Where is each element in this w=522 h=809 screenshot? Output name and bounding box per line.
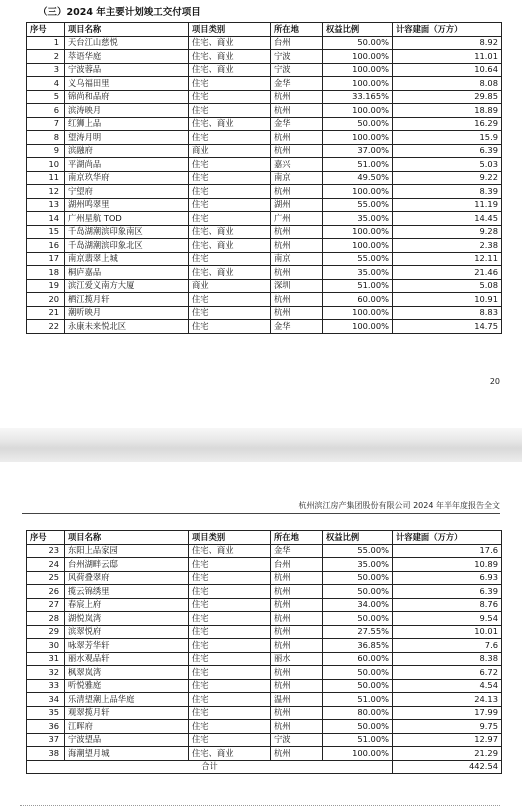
row-equity-ratio: 50.00%	[323, 612, 393, 626]
row-equity-ratio: 100.00%	[323, 50, 393, 64]
row-floor-area: 8.76	[393, 598, 502, 612]
row-seq: 16	[27, 239, 65, 253]
table-row	[27, 720, 502, 734]
row-equity-ratio: 51.00%	[323, 733, 393, 747]
row-equity-ratio: 27.55%	[323, 625, 393, 639]
row-project-name: 风荷叠翠府	[65, 571, 189, 585]
row-floor-area: 14.75	[393, 320, 502, 334]
row-project-name: 滨融府	[65, 144, 189, 158]
row-location: 丽水	[271, 652, 323, 666]
row-equity-ratio: 37.00%	[323, 144, 393, 158]
header-equity-ratio: 权益比例	[323, 531, 393, 545]
row-floor-area: 2.38	[393, 239, 502, 253]
row-floor-area: 15.9	[393, 131, 502, 145]
row-project-name: 江晖府	[65, 720, 189, 734]
row-seq: 31	[27, 652, 65, 666]
row-equity-ratio: 51.00%	[323, 158, 393, 172]
row-project-name: 观翠揽月轩	[65, 706, 189, 720]
table-row	[27, 198, 502, 212]
row-seq: 33	[27, 679, 65, 693]
row-location: 台州	[271, 558, 323, 572]
row-floor-area: 9.28	[393, 225, 502, 239]
row-seq: 15	[27, 225, 65, 239]
row-location: 杭州	[271, 571, 323, 585]
row-equity-ratio: 49.50%	[323, 171, 393, 185]
row-seq: 23	[27, 544, 65, 558]
row-equity-ratio: 33.165%	[323, 90, 393, 104]
row-project-name: 滨涛映月	[65, 104, 189, 118]
row-project-name: 咏翠芳华轩	[65, 639, 189, 653]
table-row	[27, 266, 502, 280]
row-project-name: 宁波望品	[65, 733, 189, 747]
row-floor-area: 9.54	[393, 612, 502, 626]
row-seq: 26	[27, 585, 65, 599]
row-project-type: 住宅	[189, 571, 271, 585]
table-row	[27, 585, 502, 599]
row-floor-area: 10.64	[393, 63, 502, 77]
table-row	[27, 652, 502, 666]
row-project-name: 宁望府	[65, 185, 189, 199]
row-project-type: 商业	[189, 144, 271, 158]
row-project-type: 住宅	[189, 171, 271, 185]
table-row	[27, 252, 502, 266]
row-project-type: 住宅、商业	[189, 225, 271, 239]
header-project-name: 项目名称	[65, 23, 189, 37]
row-location: 杭州	[271, 585, 323, 599]
row-seq: 20	[27, 293, 65, 307]
table-row	[27, 693, 502, 707]
total-label: 合计	[27, 760, 393, 774]
table-row	[27, 131, 502, 145]
table-row	[27, 77, 502, 91]
row-seq: 38	[27, 747, 65, 761]
row-floor-area: 8.39	[393, 185, 502, 199]
row-location: 杭州	[271, 239, 323, 253]
table-row	[27, 666, 502, 680]
row-location: 广州	[271, 212, 323, 226]
row-project-type: 住宅	[189, 652, 271, 666]
row-floor-area: 10.91	[393, 293, 502, 307]
row-seq: 1	[27, 36, 65, 50]
row-location: 金华	[271, 320, 323, 334]
row-equity-ratio: 100.00%	[323, 131, 393, 145]
table-body-part1	[27, 36, 502, 333]
row-location: 杭州	[271, 666, 323, 680]
row-project-name: 萃语华庭	[65, 50, 189, 64]
row-seq: 17	[27, 252, 65, 266]
header-project-type: 项目类别	[189, 23, 271, 37]
row-equity-ratio: 100.00%	[323, 185, 393, 199]
total-value: 442.54	[393, 760, 502, 774]
header-floor-area: 计容建面（万方）	[393, 23, 502, 37]
row-equity-ratio: 80.00%	[323, 706, 393, 720]
table-row	[27, 212, 502, 226]
row-equity-ratio: 50.00%	[323, 585, 393, 599]
header-project-type: 项目类别	[189, 531, 271, 545]
row-location: 杭州	[271, 131, 323, 145]
row-project-type: 住宅、商业	[189, 50, 271, 64]
row-project-name: 揽云锦绣里	[65, 585, 189, 599]
row-floor-area: 21.29	[393, 747, 502, 761]
row-location: 杭州	[271, 720, 323, 734]
row-location: 杭州	[271, 144, 323, 158]
table-row	[27, 733, 502, 747]
table-row	[27, 747, 502, 761]
row-project-name: 天台江山慈悦	[65, 36, 189, 50]
table-row	[27, 144, 502, 158]
row-floor-area: 6.39	[393, 144, 502, 158]
row-seq: 30	[27, 639, 65, 653]
row-location: 杭州	[271, 639, 323, 653]
row-project-name: 千岛湖潮滨印象南区	[65, 225, 189, 239]
row-project-name: 潮听映月	[65, 306, 189, 320]
row-equity-ratio: 36.85%	[323, 639, 393, 653]
table-row	[27, 598, 502, 612]
table-row	[27, 612, 502, 626]
row-equity-ratio: 100.00%	[323, 320, 393, 334]
row-location: 金华	[271, 117, 323, 131]
row-seq: 3	[27, 63, 65, 77]
row-project-name: 滨江爱义南方大厦	[65, 279, 189, 293]
row-seq: 10	[27, 158, 65, 172]
report-page-21	[0, 462, 522, 809]
row-floor-area: 24.13	[393, 693, 502, 707]
row-location: 杭州	[271, 266, 323, 280]
row-equity-ratio: 100.00%	[323, 239, 393, 253]
row-seq: 29	[27, 625, 65, 639]
row-seq: 36	[27, 720, 65, 734]
row-equity-ratio: 34.00%	[323, 598, 393, 612]
table-header-row	[27, 23, 502, 37]
row-equity-ratio: 35.00%	[323, 212, 393, 226]
header-location: 所在地	[271, 531, 323, 545]
row-floor-area: 9.22	[393, 171, 502, 185]
row-equity-ratio: 50.00%	[323, 666, 393, 680]
header-rule	[22, 513, 500, 514]
table-row	[27, 679, 502, 693]
row-seq: 18	[27, 266, 65, 280]
row-location: 杭州	[271, 679, 323, 693]
row-project-type: 住宅、商业	[189, 544, 271, 558]
header-seq: 序号	[27, 531, 65, 545]
row-project-type: 住宅	[189, 90, 271, 104]
table-total-row	[27, 760, 502, 774]
row-floor-area: 18.89	[393, 104, 502, 118]
row-project-type: 住宅	[189, 666, 271, 680]
row-project-type: 住宅	[189, 77, 271, 91]
row-seq: 28	[27, 612, 65, 626]
row-floor-area: 11.19	[393, 198, 502, 212]
row-location: 南京	[271, 252, 323, 266]
row-project-name: 滨翠悦府	[65, 625, 189, 639]
row-project-type: 住宅、商业	[189, 63, 271, 77]
row-floor-area: 11.01	[393, 50, 502, 64]
page-break-gap	[0, 428, 522, 462]
row-equity-ratio: 50.00%	[323, 679, 393, 693]
row-project-type: 住宅	[189, 252, 271, 266]
row-location: 宁波	[271, 733, 323, 747]
row-location: 杭州	[271, 612, 323, 626]
row-equity-ratio: 50.00%	[323, 36, 393, 50]
table-row	[27, 279, 502, 293]
row-location: 台州	[271, 36, 323, 50]
row-project-name: 永康未来悦北区	[65, 320, 189, 334]
row-location: 湖州	[271, 198, 323, 212]
row-location: 杭州	[271, 104, 323, 118]
table-row	[27, 293, 502, 307]
table-row	[27, 104, 502, 118]
table-row	[27, 320, 502, 334]
row-equity-ratio: 55.00%	[323, 544, 393, 558]
row-floor-area: 29.85	[393, 90, 502, 104]
row-location: 嘉兴	[271, 158, 323, 172]
row-seq: 37	[27, 733, 65, 747]
row-seq: 6	[27, 104, 65, 118]
row-location: 杭州	[271, 185, 323, 199]
row-project-type: 住宅	[189, 198, 271, 212]
header-equity-ratio: 权益比例	[323, 23, 393, 37]
row-project-type: 住宅	[189, 679, 271, 693]
table-row	[27, 571, 502, 585]
row-project-name: 乐清望潮上品华庭	[65, 693, 189, 707]
row-project-name: 望涛月明	[65, 131, 189, 145]
row-location: 杭州	[271, 598, 323, 612]
header-project-name: 项目名称	[65, 531, 189, 545]
row-floor-area: 7.6	[393, 639, 502, 653]
row-equity-ratio: 100.00%	[323, 63, 393, 77]
row-location: 宁波	[271, 50, 323, 64]
row-floor-area: 12.97	[393, 733, 502, 747]
row-floor-area: 10.01	[393, 625, 502, 639]
table-row	[27, 706, 502, 720]
row-seq: 4	[27, 77, 65, 91]
row-floor-area: 8.83	[393, 306, 502, 320]
row-seq: 25	[27, 571, 65, 585]
row-floor-area: 5.03	[393, 158, 502, 172]
table-row	[27, 544, 502, 558]
row-equity-ratio: 60.00%	[323, 652, 393, 666]
row-floor-area: 8.08	[393, 77, 502, 91]
row-project-type: 住宅	[189, 733, 271, 747]
row-project-type: 住宅	[189, 131, 271, 145]
row-floor-area: 12.11	[393, 252, 502, 266]
header-seq: 序号	[27, 23, 65, 37]
row-project-type: 住宅	[189, 293, 271, 307]
document-header: 杭州滨江房产集团股份有限公司 2024 年半年度报告全文	[298, 501, 500, 510]
row-project-name: 丽水观品轩	[65, 652, 189, 666]
table-row	[27, 63, 502, 77]
row-project-name: 春宸上府	[65, 598, 189, 612]
row-seq: 22	[27, 320, 65, 334]
row-project-type: 住宅	[189, 625, 271, 639]
row-project-name: 听悦雅庭	[65, 679, 189, 693]
row-floor-area: 8.92	[393, 36, 502, 50]
row-location: 杭州	[271, 747, 323, 761]
row-seq: 8	[27, 131, 65, 145]
row-seq: 24	[27, 558, 65, 572]
row-seq: 35	[27, 706, 65, 720]
row-seq: 13	[27, 198, 65, 212]
row-project-type: 住宅	[189, 158, 271, 172]
row-project-type: 住宅	[189, 612, 271, 626]
row-seq: 2	[27, 50, 65, 64]
table-row	[27, 625, 502, 639]
row-project-type: 住宅	[189, 558, 271, 572]
previous-text-cutoff	[30, 0, 460, 3]
row-project-type: 住宅、商业	[189, 747, 271, 761]
row-location: 杭州	[271, 90, 323, 104]
row-project-type: 住宅	[189, 585, 271, 599]
row-project-name: 桐庐嘉品	[65, 266, 189, 280]
row-floor-area: 16.29	[393, 117, 502, 131]
row-equity-ratio: 50.00%	[323, 117, 393, 131]
row-equity-ratio: 35.00%	[323, 558, 393, 572]
row-project-name: 锦尚和品府	[65, 90, 189, 104]
row-seq: 11	[27, 171, 65, 185]
row-location: 杭州	[271, 706, 323, 720]
row-floor-area: 17.6	[393, 544, 502, 558]
row-floor-area: 6.93	[393, 571, 502, 585]
table-body-part2	[27, 544, 502, 760]
row-floor-area: 8.38	[393, 652, 502, 666]
row-equity-ratio: 50.00%	[323, 720, 393, 734]
delivery-projects-table-part1	[26, 22, 502, 334]
row-location: 南京	[271, 171, 323, 185]
row-floor-area: 17.99	[393, 706, 502, 720]
table-row	[27, 185, 502, 199]
row-project-type: 住宅	[189, 185, 271, 199]
table-row	[27, 639, 502, 653]
row-seq: 32	[27, 666, 65, 680]
row-project-type: 住宅	[189, 639, 271, 653]
row-equity-ratio: 51.00%	[323, 693, 393, 707]
row-location: 杭州	[271, 625, 323, 639]
row-project-name: 南京玖华府	[65, 171, 189, 185]
row-project-name: 台州湖畔云邸	[65, 558, 189, 572]
row-equity-ratio: 100.00%	[323, 104, 393, 118]
row-equity-ratio: 60.00%	[323, 293, 393, 307]
row-project-type: 住宅、商业	[189, 239, 271, 253]
row-floor-area: 21.46	[393, 266, 502, 280]
row-project-name: 海潮望月城	[65, 747, 189, 761]
table-row	[27, 239, 502, 253]
row-project-name: 宁波蓉品	[65, 63, 189, 77]
table-row	[27, 171, 502, 185]
page-number: 20	[489, 377, 500, 386]
row-seq: 7	[27, 117, 65, 131]
row-floor-area: 6.72	[393, 666, 502, 680]
row-floor-area: 10.89	[393, 558, 502, 572]
row-equity-ratio: 55.00%	[323, 252, 393, 266]
row-equity-ratio: 100.00%	[323, 306, 393, 320]
row-project-type: 商业	[189, 279, 271, 293]
row-project-type: 住宅、商业	[189, 117, 271, 131]
row-floor-area: 5.08	[393, 279, 502, 293]
next-text-cutoff	[20, 805, 500, 806]
header-location: 所在地	[271, 23, 323, 37]
table-row	[27, 50, 502, 64]
row-floor-area: 9.75	[393, 720, 502, 734]
row-location: 深圳	[271, 279, 323, 293]
row-project-name: 红狮上品	[65, 117, 189, 131]
row-seq: 14	[27, 212, 65, 226]
row-project-name: 南京翡翠上城	[65, 252, 189, 266]
row-project-type: 住宅	[189, 720, 271, 734]
row-project-name: 栖江揽月轩	[65, 293, 189, 307]
section-title: （三）2024 年主要计划竣工交付项目	[38, 7, 201, 18]
row-location: 金华	[271, 544, 323, 558]
row-equity-ratio: 51.00%	[323, 279, 393, 293]
row-equity-ratio: 100.00%	[323, 225, 393, 239]
row-project-type: 住宅	[189, 212, 271, 226]
row-location: 杭州	[271, 225, 323, 239]
row-seq: 34	[27, 693, 65, 707]
row-seq: 12	[27, 185, 65, 199]
row-project-type: 住宅	[189, 706, 271, 720]
row-location: 杭州	[271, 306, 323, 320]
row-project-name: 枫翠岚湾	[65, 666, 189, 680]
row-location: 杭州	[271, 293, 323, 307]
row-project-name: 湖州鸣翠里	[65, 198, 189, 212]
row-equity-ratio: 55.00%	[323, 198, 393, 212]
table-row	[27, 225, 502, 239]
row-project-type: 住宅	[189, 320, 271, 334]
row-project-type: 住宅、商业	[189, 266, 271, 280]
table-row	[27, 36, 502, 50]
table-row	[27, 306, 502, 320]
row-seq: 9	[27, 144, 65, 158]
row-location: 温州	[271, 693, 323, 707]
row-project-type: 住宅、商业	[189, 36, 271, 50]
row-floor-area: 4.54	[393, 679, 502, 693]
row-project-type: 住宅	[189, 693, 271, 707]
row-seq: 21	[27, 306, 65, 320]
row-project-type: 住宅	[189, 104, 271, 118]
row-project-name: 义乌福田里	[65, 77, 189, 91]
row-project-name: 平湖尚品	[65, 158, 189, 172]
table-row	[27, 90, 502, 104]
row-floor-area: 6.39	[393, 585, 502, 599]
table-row	[27, 558, 502, 572]
row-project-name: 东阳上品家园	[65, 544, 189, 558]
row-project-name: 湖悦岚湾	[65, 612, 189, 626]
row-project-type: 住宅	[189, 598, 271, 612]
row-equity-ratio: 100.00%	[323, 77, 393, 91]
table-header-row	[27, 531, 502, 545]
row-location: 金华	[271, 77, 323, 91]
row-seq: 19	[27, 279, 65, 293]
row-equity-ratio: 35.00%	[323, 266, 393, 280]
row-seq: 27	[27, 598, 65, 612]
row-project-name: 广州星航 TOD	[65, 212, 189, 226]
row-seq: 5	[27, 90, 65, 104]
row-equity-ratio: 50.00%	[323, 571, 393, 585]
row-project-type: 住宅	[189, 306, 271, 320]
row-location: 宁波	[271, 63, 323, 77]
delivery-projects-table-part2	[26, 530, 502, 774]
row-equity-ratio: 100.00%	[323, 747, 393, 761]
row-floor-area: 14.45	[393, 212, 502, 226]
table-row	[27, 158, 502, 172]
row-project-name: 千岛湖潮滨印象北区	[65, 239, 189, 253]
header-floor-area: 计容建面（万方）	[393, 531, 502, 545]
table-row	[27, 117, 502, 131]
